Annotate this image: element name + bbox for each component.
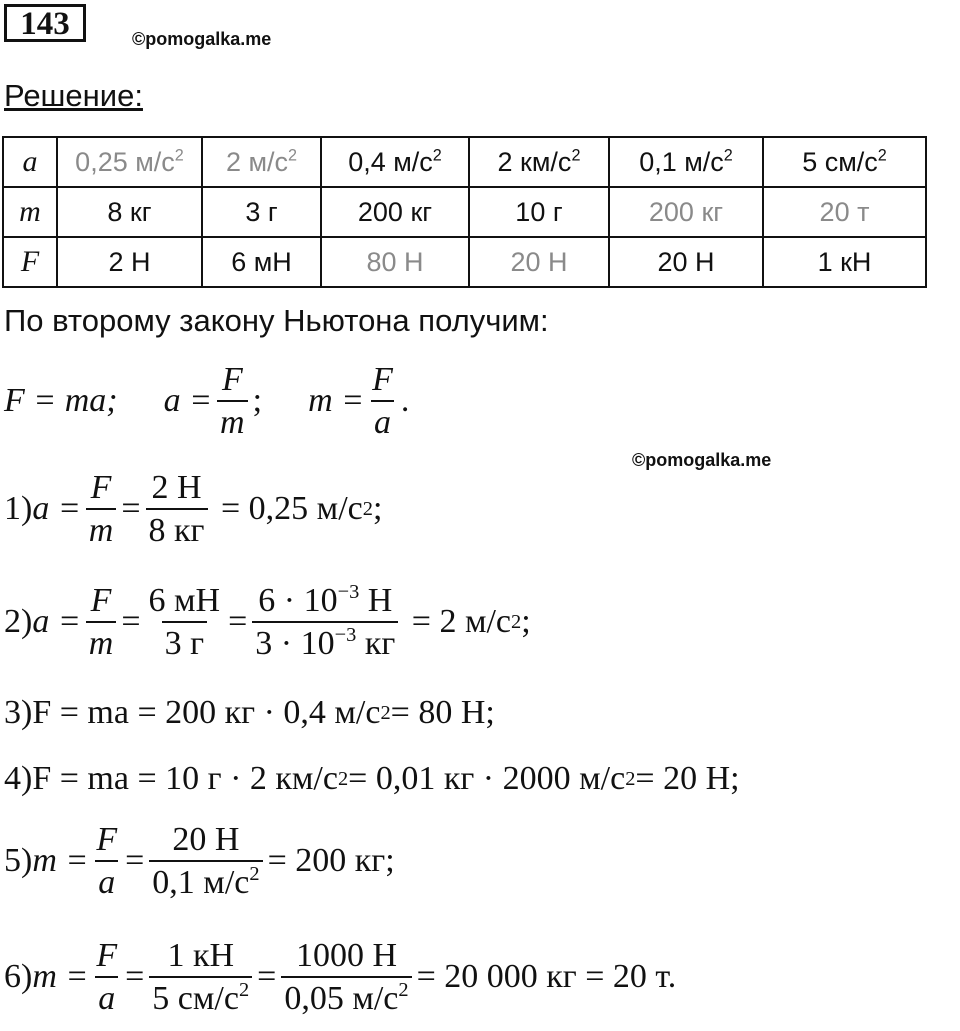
row-label-a: a	[3, 137, 57, 187]
table-row-force	[3, 237, 926, 287]
newton-law: F = ma;	[4, 382, 118, 420]
table-cell: 20 Н	[609, 237, 763, 287]
fraction: $\frac{F}{a}$	[96, 821, 118, 901]
fraction: $\frac{20 Н}{0,1 м/с^2}$	[149, 822, 262, 900]
table-cell: 2 $км/с^2$	[469, 137, 609, 187]
table-cell: 0,1 $м/с^2$	[609, 137, 763, 187]
fraction: $\frac{1000 Н}{0,05 м/с^2}$	[281, 938, 411, 1016]
table-cell: 6 мН	[202, 237, 321, 287]
table-cell: 20 т	[763, 187, 926, 237]
row-label-m: m	[3, 187, 57, 237]
fraction: $\frac{F}{m}$	[86, 470, 117, 548]
fraction: $\frac{2 Н}{8 кг}$	[146, 470, 208, 548]
solution-6: 6) m = $\frac{F}{a}$ = $\frac{1 кН}{5 см/с^2}$ = $\frac{1000 Н}{0,05 м/с^2}$ = 20 000 кг = 20 т.	[4, 937, 677, 1017]
solution-5: 5) m = $\frac{F}{a}$ = $\frac{20 Н}{0,1 м/с^2}$ = 200 кг;	[4, 821, 395, 901]
fraction: $\frac{6 мН}{3 г}$	[148, 582, 221, 662]
table-cell: 3 г	[202, 187, 321, 237]
table-cell: 1 кН	[763, 237, 926, 287]
table-cell: 20 Н	[469, 237, 609, 287]
solution-heading: Решение:	[4, 78, 143, 113]
table-cell: 10 г	[469, 187, 609, 237]
task-number: 143	[4, 4, 86, 42]
table-cell: 2 $м/с^2$	[202, 137, 321, 187]
table-row-mass	[3, 187, 926, 237]
table-cell: 80 Н	[321, 237, 469, 287]
table-row-acceleration	[3, 137, 926, 187]
table-cell: 8 кг	[57, 187, 202, 237]
formula-line: F = ma; a = $\frac{F}{m}$ ; m = $\frac{F}{a}$ .	[4, 361, 410, 441]
fraction: $\frac{F}{m}$	[86, 583, 117, 661]
fraction: $\frac{F}{m}$	[217, 362, 248, 440]
solution-2: 2) a = $\frac{F}{m}$ = $\frac{6 мН}{3 г}$ = $\frac{6 \cdot 10^{-3} Н}{3 \cdot 10^{-3} кг}$ = 2 м/с 2 ;	[4, 580, 531, 662]
table-cell: 2 Н	[57, 237, 202, 287]
watermark-top: ©pomogalka.me	[132, 29, 272, 49]
data-table	[2, 136, 927, 288]
watermark-mid: ©pomogalka.me	[632, 450, 772, 470]
intro-text: По второму закону Ньютона получим:	[4, 303, 549, 338]
table-cell: 200 кг	[321, 187, 469, 237]
table-cell: 0,4 $м/с^2$	[321, 137, 469, 187]
table-cell: 0,25 $м/с^2$	[57, 137, 202, 187]
solution-3: 3) F = ma = 200 кг · 0,4 м/с 2 = 80 Н;	[4, 694, 495, 731]
table-cell: 5 $см/с^2$	[763, 137, 926, 187]
fraction: $\frac{1 кН}{5 см/с^2}$	[149, 938, 252, 1016]
fraction: $\frac{F}{a}$	[96, 937, 118, 1017]
row-label-f: F	[3, 237, 57, 287]
table-cell: 200 кг	[609, 187, 763, 237]
solution-1: 1) a = $\frac{F}{m}$ = $\frac{2 Н}{8 кг}$ = 0,25 м/с 2 ;	[4, 469, 383, 549]
fraction: $\frac{F}{a}$	[372, 361, 393, 441]
fraction: $\frac{6 \cdot 10^{-3} Н}{3 \cdot 10^{-3} кг}$	[252, 583, 398, 661]
solution-4: 4) F = ma = 10 г · 2 км/с 2 = 0,01 кг · 2000 м/с 2 = 20 Н;	[4, 760, 740, 797]
